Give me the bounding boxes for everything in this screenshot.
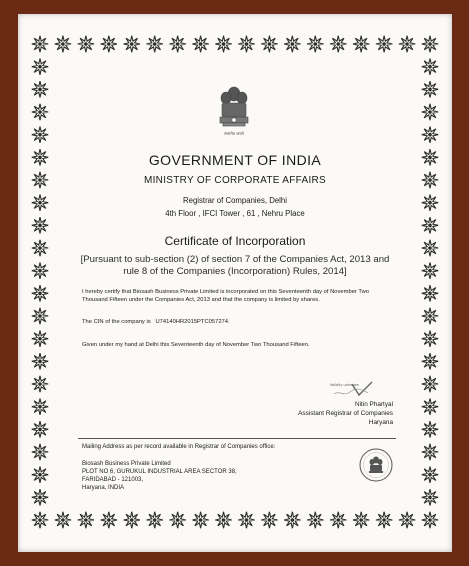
border-star-icon: [422, 308, 438, 324]
border-star-icon: [422, 104, 438, 120]
certify-paragraph: I hereby certify that Biosash Business Private Limited is incorporated on this Seventeenth day of November Two Thousand Fifteen under the Companies Act, 2013 and that the company is limited by shares.: [82, 289, 369, 304]
border-star-icon: [32, 126, 48, 142]
border-star-icon: [192, 512, 208, 528]
border-star-icon: [169, 512, 185, 528]
border-star-icon: [32, 353, 48, 369]
border-star-icon: [353, 36, 369, 52]
border-star-icon: [422, 398, 438, 414]
border-star-icon: [422, 353, 438, 369]
border-star-icon: [261, 36, 277, 52]
given-under-hand: Given under my hand at Delhi this Seventeenth day of November Two Thousand Fifteen.: [82, 342, 310, 348]
border-star-icon: [55, 512, 71, 528]
border-star-icon: [32, 444, 48, 460]
cin-line: [82, 319, 230, 325]
border-star-icon: [32, 81, 48, 97]
border-star-icon: [169, 36, 185, 52]
certificate-paper: [18, 14, 452, 552]
border-star-icon: [32, 36, 48, 52]
border-star-icon: [422, 466, 438, 482]
border-star-icon: [124, 36, 140, 52]
border-star-icon: [32, 512, 48, 528]
border-star-icon: [330, 512, 346, 528]
national-emblem-icon: [214, 84, 254, 146]
border-star-icon: [147, 36, 163, 52]
cin-value: U74140HR2015PTC057274.: [155, 319, 230, 325]
border-star-icon: [261, 512, 277, 528]
border-star-icon: [422, 81, 438, 97]
border-star-icon: [32, 330, 48, 346]
border-star-icon: [422, 217, 438, 233]
border-star-icon: [147, 512, 163, 528]
border-star-icon: [78, 36, 94, 52]
registrar-address: 4th Floor , IFCI Tower , 61 , Nehru Place: [165, 209, 305, 218]
border-star-icon: [422, 36, 438, 52]
pursuant-line-1: [Pursuant to sub-section (2) of section 7 of the Companies Act, 2013 and: [80, 254, 390, 265]
company-street: PLOT NO 6, GURUKUL INDUSTRIAL AREA SECTOR 38,: [82, 469, 237, 475]
border-star-icon: [215, 512, 231, 528]
border-star-icon: [32, 285, 48, 301]
border-star-icon: [78, 512, 94, 528]
border-star-icon: [376, 512, 392, 528]
border-star-icon: [32, 104, 48, 120]
border-star-icon: [330, 36, 346, 52]
border-star-icon: [307, 512, 323, 528]
border-star-icon: [399, 512, 415, 528]
border-star-icon: [32, 308, 48, 324]
border-star-icon: [422, 330, 438, 346]
company-city: FARIDABAD - 121003,: [82, 477, 144, 483]
border-star-icon: [124, 512, 140, 528]
digital-signature-icon: [328, 380, 378, 400]
border-star-icon: [101, 36, 117, 52]
company-address: [82, 460, 237, 492]
government-heading: GOVERNMENT OF INDIA: [148, 152, 322, 168]
border-star-icon: [422, 58, 438, 74]
border-star-icon: [55, 36, 71, 52]
border-star-icon: [422, 421, 438, 437]
pursuant-line-2: rule 8 of the Companies (Incorporation) Rules, 2014]: [123, 266, 347, 277]
border-star-icon: [215, 36, 231, 52]
border-star-icon: [32, 466, 48, 482]
border-star-icon: [307, 36, 323, 52]
footer-divider: [78, 438, 396, 439]
border-star-icon: [32, 217, 48, 233]
pursuant-clause: [18, 254, 452, 278]
svg-text:Validity unknown: Validity unknown: [330, 383, 359, 387]
mca-seal-icon: [358, 447, 394, 483]
signatory-block: [268, 400, 393, 427]
border-star-icon: [376, 36, 392, 52]
border-star-icon: [101, 512, 117, 528]
border-star-icon: [399, 36, 415, 52]
border-star-icon: [353, 512, 369, 528]
border-star-icon: [422, 512, 438, 528]
company-name: Biosash Business Private Limited: [82, 461, 171, 467]
border-star-icon: [238, 512, 254, 528]
border-star-icon: [422, 285, 438, 301]
border-star-icon: [32, 421, 48, 437]
border-star-icon: [32, 376, 48, 392]
border-star-icon: [422, 489, 438, 505]
svg-text:सत्यमेव जयते: सत्यमेव जयते: [224, 131, 244, 136]
border-star-icon: [32, 58, 48, 74]
mailing-address-label: Mailing Address as per record available in Registrar of Companies office:: [82, 444, 276, 450]
cin-label: The CIN of the company is: [82, 319, 151, 325]
border-star-icon: [32, 398, 48, 414]
border-star-icon: [422, 444, 438, 460]
border-star-icon: [422, 126, 438, 142]
certificate-title: Certificate of Incorporation: [164, 234, 306, 248]
company-state: Haryana, INDIA: [82, 485, 125, 491]
border-star-icon: [284, 512, 300, 528]
border-star-icon: [238, 36, 254, 52]
border-star-icon: [422, 376, 438, 392]
registrar-name: Registrar of Companies, Delhi: [182, 196, 287, 205]
border-star-icon: [32, 489, 48, 505]
signatory-name: Nitin Phartyal: [354, 401, 393, 408]
signatory-place: Haryana: [368, 419, 393, 426]
signatory-title: Assistant Registrar of Companies: [298, 410, 393, 417]
border-star-icon: [192, 36, 208, 52]
ministry-heading: MINISTRY OF CORPORATE AFFAIRS: [143, 175, 327, 186]
border-star-icon: [284, 36, 300, 52]
